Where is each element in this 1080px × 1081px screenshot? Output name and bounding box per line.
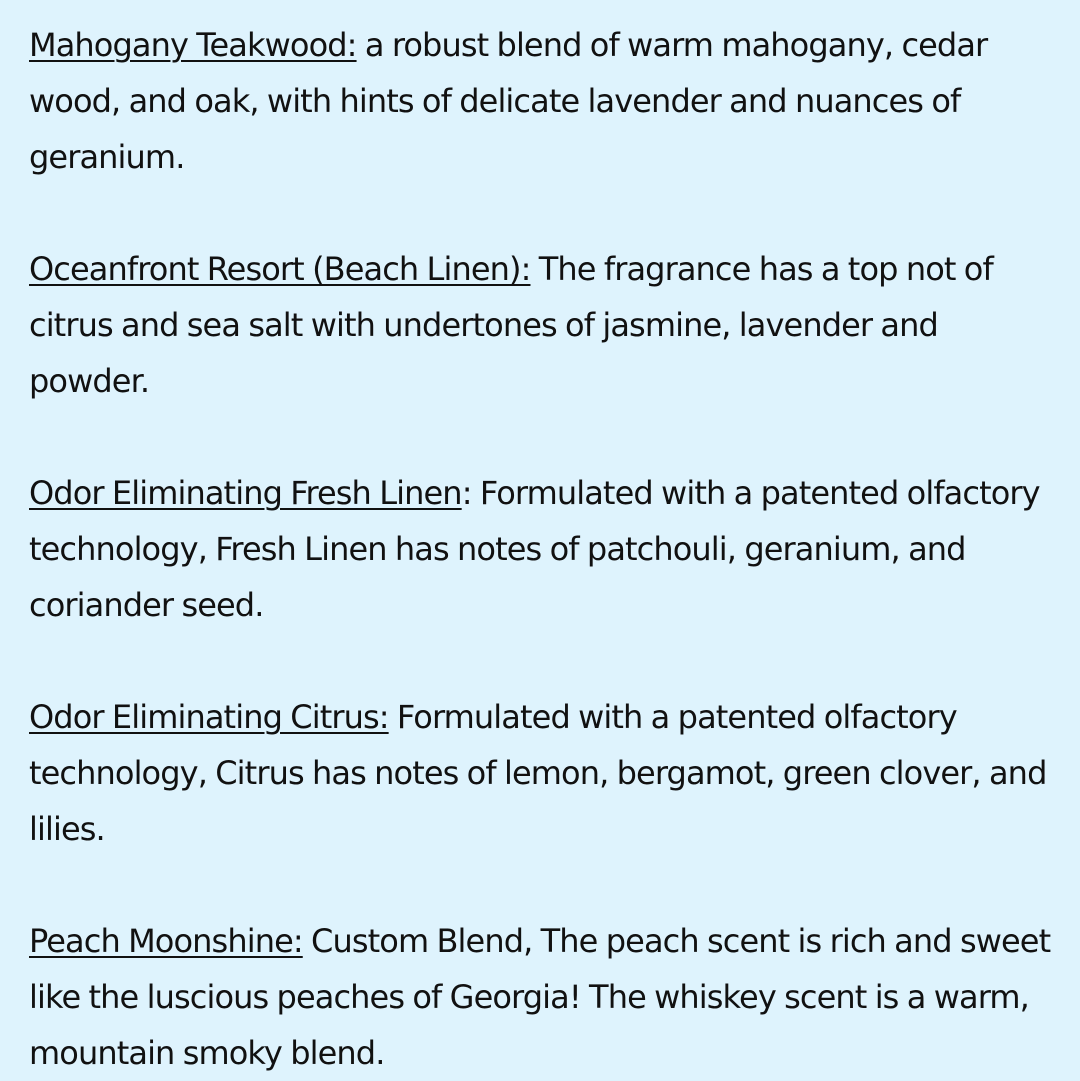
scent-peach-moonshine xyxy=(29,913,1060,1081)
scent-name: Oceanfront Resort (Beach Linen): xyxy=(29,250,531,288)
scent-mahogany-teakwood xyxy=(29,17,1060,185)
scent-description: Custom Blend, The peach scent is rich and sweet like the luscious peaches of Georgia! The whiskey scent is a warm, mountain smoky blend. xyxy=(29,922,1051,1072)
scent-name: Odor Eliminating Fresh Linen xyxy=(29,474,462,512)
scent-description: Formulated with a patented olfactory technology, Citrus has notes of lemon, bergamot, green clover, and lilies. xyxy=(29,698,1047,848)
scent-description: a robust blend of warm mahogany, cedar wood, and oak, with hints of delicate lavender and nuances of geranium. xyxy=(29,26,988,176)
scent-fresh-linen xyxy=(29,465,1060,633)
scent-name: Odor Eliminating Citrus: xyxy=(29,698,389,736)
scent-name: Mahogany Teakwood: xyxy=(29,26,357,64)
scent-description: The fragrance has a top not of citrus and sea salt with undertones of jasmine, lavender and powder. xyxy=(29,250,993,400)
scent-description: : Formulated with a patented olfactory technology, Fresh Linen has notes of patchouli, geranium, and coriander seed. xyxy=(29,474,1040,624)
scent-oceanfront-resort xyxy=(29,241,1060,409)
scent-name: Peach Moonshine: xyxy=(29,922,303,960)
scent-citrus xyxy=(29,689,1060,857)
